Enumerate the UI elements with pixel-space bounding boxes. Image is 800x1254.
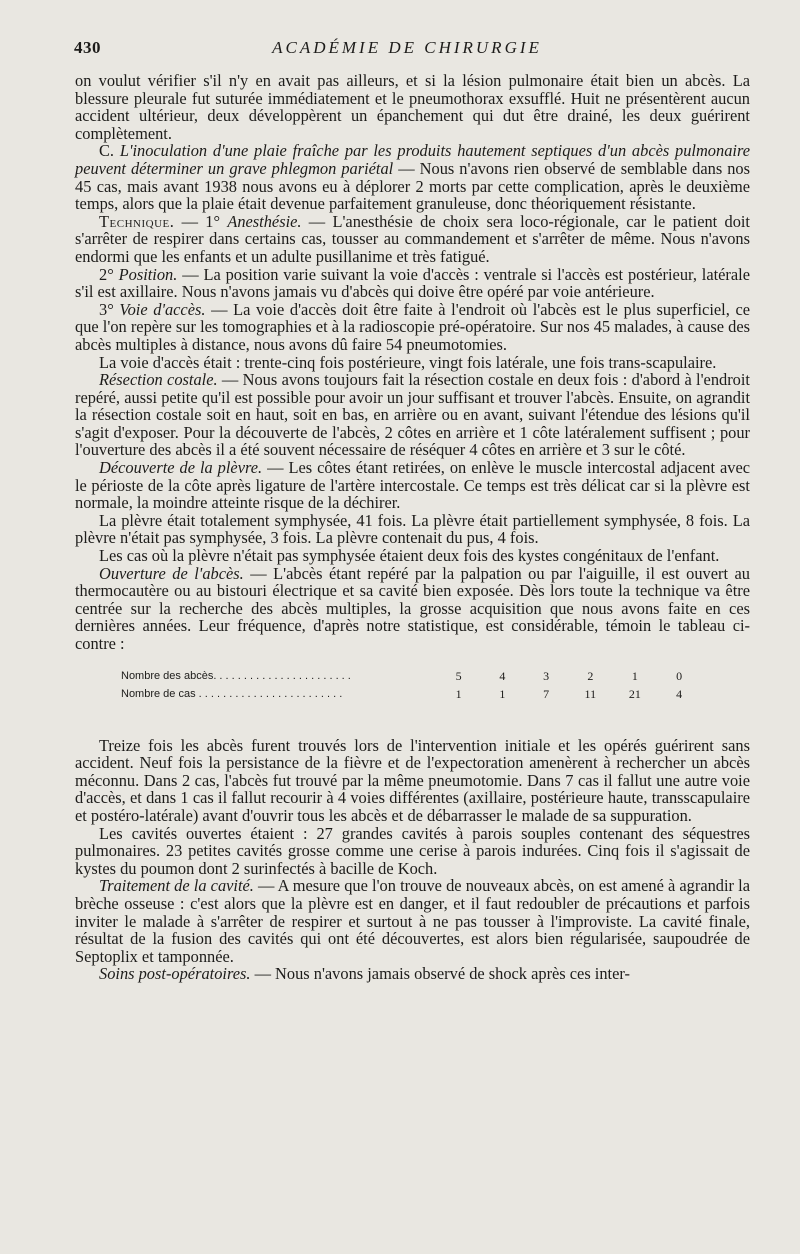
paragraph [75,371,750,459]
row-label: Nombre des abcès. . . . . . . . . . . . . . . . . . . . . . . [121,669,351,682]
paragraph [75,877,750,965]
paragraph [75,459,750,512]
table-cell: 21 [628,686,641,701]
paragraph-text: — Nous avons toujours fait la résection costale en deux fois : d'abord à l'endroit repéré, aussi petite qu'il est possible pour avoir un jour suffisant et trouver l'abcès. Ensuite, on agrandit la résection costale soit en haut, soit en bas, en arrière ou en avant, suivant l'étendue des lésions qu'il s'agit d'exposer. Pour la découverte de l'abcès, 2 côtes en arrière et 1 côte latéralement suffisent ; pour l'ouverture des abcès il a été souvent nécessaire de réséquer 4 côtes en arrière et 3 sur le côté. [75,370,750,460]
item-letter: C. [99,141,120,161]
item-number: 2° [99,264,119,284]
paragraph: La voie d'accès était : trente-cinq fois postérieure, vingt fois latérale, une fois trans-scapulaire. [99,352,717,372]
italic-heading: Traitement de la cavité. [99,876,254,896]
table-cell: 11 [584,686,597,701]
table-cell: 3 [543,668,550,683]
table-cell: 0 [676,668,683,683]
page-number: 430 [74,38,101,57]
table-cell: 2 [587,668,594,683]
paragraph [75,301,750,354]
paragraph: Treize fois les abcès furent trouvés lors de l'intervention initiale et les opérés guérirent sans accident. Neuf fois la persistance de la fièvre et de l'expectoration amenèrent à rechercher un abcès méconnu. Dans 2 cas, l'abcès fut trouvé par la même pneumotomie. Dans 7 cas il fallut une autre voie d'accès, et dans 1 cas il fallut recourir à 4 voies différentes (axillaire, postérieure haute, transscapulaire et postéro-latérale) avant d'ouvrir tous les abcès et de débarrasser le malade de sa suppuration. [75,735,750,825]
italic-heading: Anesthésie. [227,211,302,231]
italic-heading: L'inoculation d'une plaie fraîche par les produits hautement septiques d'un abcès pulmonaire peuvent déterminer un grave phlegmon pariétal [75,141,750,178]
paragraph: Les cavités ouvertes étaient : 27 grandes cavités à parois souples contenant des séquestres pulmonaires. 23 petites cavités grosse comme une cerise à parois indurées. Cinq fois il s'agissait de kystes du poumon dont 2 surinfectés à bacille de Koch. [75,823,750,878]
paragraph-text: — Les côtes étant retirées, on enlève le muscle intercostal adjacent avec le périoste de la côte après ligature de l'artère intercostale. Ce temps est très délicat car si la plèvre est normale, la moindre atteinte risque de la déchirer. [75,458,750,513]
paragraph [75,213,750,266]
page-header [74,38,740,64]
paragraph-text: — La position varie suivant la voie d'accès : ventrale si l'accès est postérieur, latérale s'il est axillaire. Nous n'avons jamais vu d'abcès qui doive être opéré par voie antérieure. [75,264,750,302]
abscess-count-table [121,667,701,703]
paragraph: on voulut vérifier s'il n'y en avait pas ailleurs, et si la lésion pulmonaire était bien un abcès. La blessure pleurale fut suturée immédiatement et le pneumothorax exsufflé. Huit ne présentèrent aucun accident ultérieur, deux développèrent un épanchement qui dut être drainé, les deux guérirent complètement. [75,71,750,143]
item-number: 3° [99,299,120,319]
italic-heading: Position. [118,264,178,284]
section-heading: Technique. [99,211,175,231]
table-cell: 1 [631,668,638,683]
paragraph-text: — La voie d'accès doit être faite à l'endroit où l'abcès est le plus superficiel, ce que l'on repère sur les tomographies et à la radioscopie pré-opératoire. Sur nos 45 malades, à cause des abcès multiples à distance, nous avons dû faire 54 pneumotomies. [75,299,750,354]
table-cell: 4 [676,686,683,701]
paragraph [75,266,750,301]
italic-heading: Découverte de la plèvre. [99,458,263,478]
table-cell: 1 [455,686,462,701]
paragraph-text: — 1° [174,211,228,231]
body-text [75,72,750,983]
paragraph: Les cas où la plèvre n'était pas symphysée étaient deux fois des kystes congénitaux de l'enfant. [99,546,720,566]
paragraph [75,565,750,653]
paragraph-text: — Nous n'avons rien observé de semblable dans nos 45 cas, mais avant 1938 nous avons eu à déplorer 2 morts par cette complication, après le deuxième temps, alors que la plaie était devenue parfaitement granuleuse, donc théoriquement résistante. [75,158,751,214]
italic-heading: Soins post-opératoires. [99,964,251,984]
running-title: ACADÉMIE DE CHIRURGIE [272,38,542,57]
paragraph [75,965,750,983]
table-cell: 5 [455,668,462,683]
table-row [121,685,701,703]
italic-heading: Résection costale. [99,370,218,390]
italic-heading: Voie d'accès. [119,299,206,319]
paragraph-text: — L'anesthésie de choix sera loco-régionale, car le patient doit s'arrêter de respirer dans certains cas, tousser au commandement et s'arrêter de même. Nous n'avons endormi que les enfants et un adulte pusillanime et très fatigué. [75,211,750,266]
paragraph [75,142,750,212]
table-cell: 4 [499,668,506,683]
paragraph-text: — A mesure que l'on trouve de nouveaux abcès, on est amené à agrandir la brèche osseuse : c'est alors que la plèvre est en danger, et il faut redoubler de précautions et parfois inviter le malade à s'arrêter de respirer et surtout à ne pas tousser à l'improviste. La cavité finale, résultat de la fusion des cavités qui ont été découvertes, est alors bien régularisée, saupoudrée de Septoplix et tamponnée. [75,876,750,966]
row-label: Nombre de cas . . . . . . . . . . . . . . . . . . . . . . . . [121,687,343,700]
paragraph: La plèvre était totalement symphysée, 41 fois. La plèvre était partiellement symphysée, 8 fois. La plèvre n'était pas symphysée, 3 fois. La plèvre contenait du pus, 4 fois. [75,510,750,548]
paragraph-text: — Nous n'avons jamais observé de shock après ces inter- [250,964,630,984]
table-cell: 7 [543,686,550,701]
paragraph-text: — L'abcès étant repéré par la palpation ou par l'aiguille, il est ouvert au thermocautère ou au bistouri électrique et sa cavité bien exposée. Dès lors toute la technique va être centrée sur la recherche des abcès multiples, la grosse acquisition que nous avons faite en ces dernières années. Leur fréquence, d'après notre statistique, est considérable, témoin le tableau ci-contre : [75,563,750,653]
italic-heading: Ouverture de l'abcès. [99,563,244,583]
table-cell: 1 [499,686,506,701]
table-row [121,667,701,685]
